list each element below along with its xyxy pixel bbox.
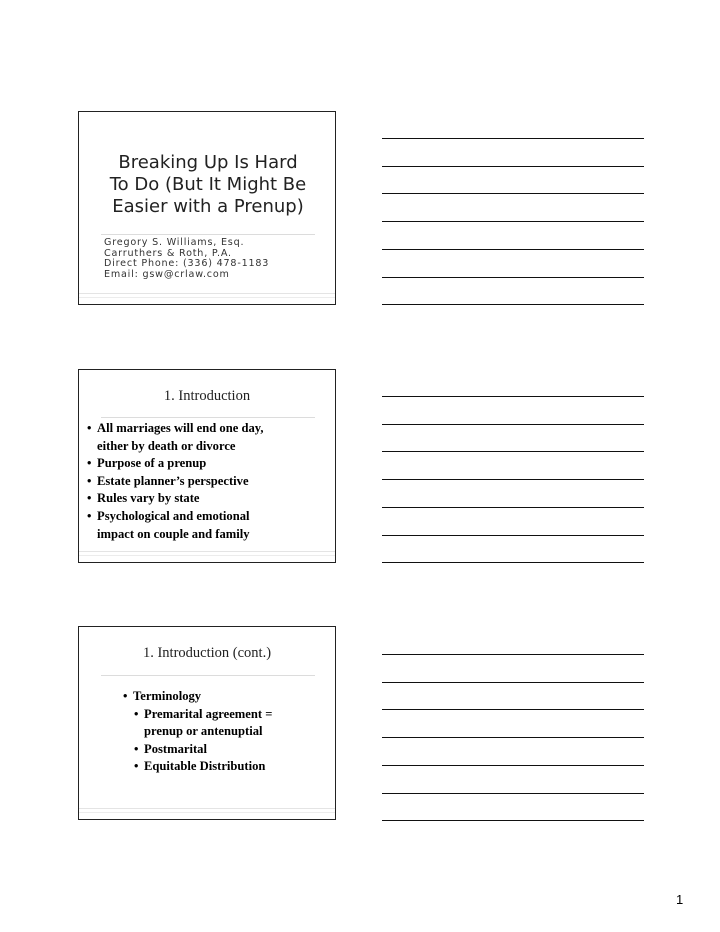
page-number: 1 — [676, 892, 684, 907]
bullet-list — [123, 688, 272, 776]
note-line — [382, 820, 644, 821]
note-line — [382, 424, 644, 425]
note-line — [382, 166, 644, 167]
list-item: • Estate planner’s perspective — [87, 473, 264, 491]
heading-divider — [101, 675, 315, 676]
list-item: • Rules vary by state — [87, 490, 264, 508]
presenter-name: Gregory S. Williams, Esq. — [104, 237, 245, 248]
title-line: Easier with a Prenup) — [112, 196, 304, 217]
note-line — [382, 709, 644, 710]
list-item-continuation: either by death or divorce — [97, 438, 236, 453]
title-line: Breaking Up Is Hard — [118, 152, 298, 173]
heading-divider — [101, 417, 315, 418]
slide-1 — [78, 111, 336, 305]
note-line — [382, 535, 644, 536]
list-sub-item: • Postmarital — [134, 741, 272, 759]
list-item: • Purpose of a prenup — [87, 455, 264, 473]
note-line — [382, 654, 644, 655]
list-sub-item: • Equitable Distribution — [134, 758, 272, 776]
note-line — [382, 479, 644, 480]
note-line — [382, 138, 644, 139]
list-item: • All marriages will end one day, — [87, 420, 264, 438]
note-line — [382, 304, 644, 305]
slide-footer — [79, 551, 335, 562]
contact-block — [104, 238, 269, 280]
slide-1-title — [99, 152, 317, 218]
list-item: • Psychological and emotional — [87, 508, 264, 526]
slide-footer — [79, 293, 335, 304]
phone: Direct Phone: (336) 478-1183 — [104, 258, 270, 269]
note-line — [382, 193, 644, 194]
note-line — [382, 396, 644, 397]
slide-footer — [79, 808, 335, 819]
email: Email: gsw@crlaw.com — [104, 268, 230, 280]
note-line — [382, 682, 644, 683]
slide-2 — [78, 369, 336, 563]
firm-name: Carruthers & Roth, P.A. — [104, 247, 232, 259]
note-line — [382, 451, 644, 452]
list-item-continuation: impact on couple and family — [97, 526, 250, 541]
note-line — [382, 737, 644, 738]
title-line: To Do (But It Might Be — [109, 174, 307, 195]
note-line — [382, 249, 644, 250]
slide-heading: 1. Introduction — [163, 388, 251, 404]
bullet-list — [87, 420, 264, 543]
list-sub-item: • Premarital agreement = — [134, 706, 272, 724]
note-line — [382, 277, 644, 278]
note-line — [382, 221, 644, 222]
note-line — [382, 562, 644, 563]
list-item-continuation: prenup or antenuptial — [144, 724, 263, 739]
list-item: • Terminology — [123, 688, 272, 706]
slide-heading: 1. Introduction (cont.) — [142, 645, 272, 661]
title-divider — [101, 234, 315, 235]
note-line — [382, 507, 644, 508]
slide-3 — [78, 626, 336, 820]
note-line — [382, 793, 644, 794]
note-line — [382, 765, 644, 766]
